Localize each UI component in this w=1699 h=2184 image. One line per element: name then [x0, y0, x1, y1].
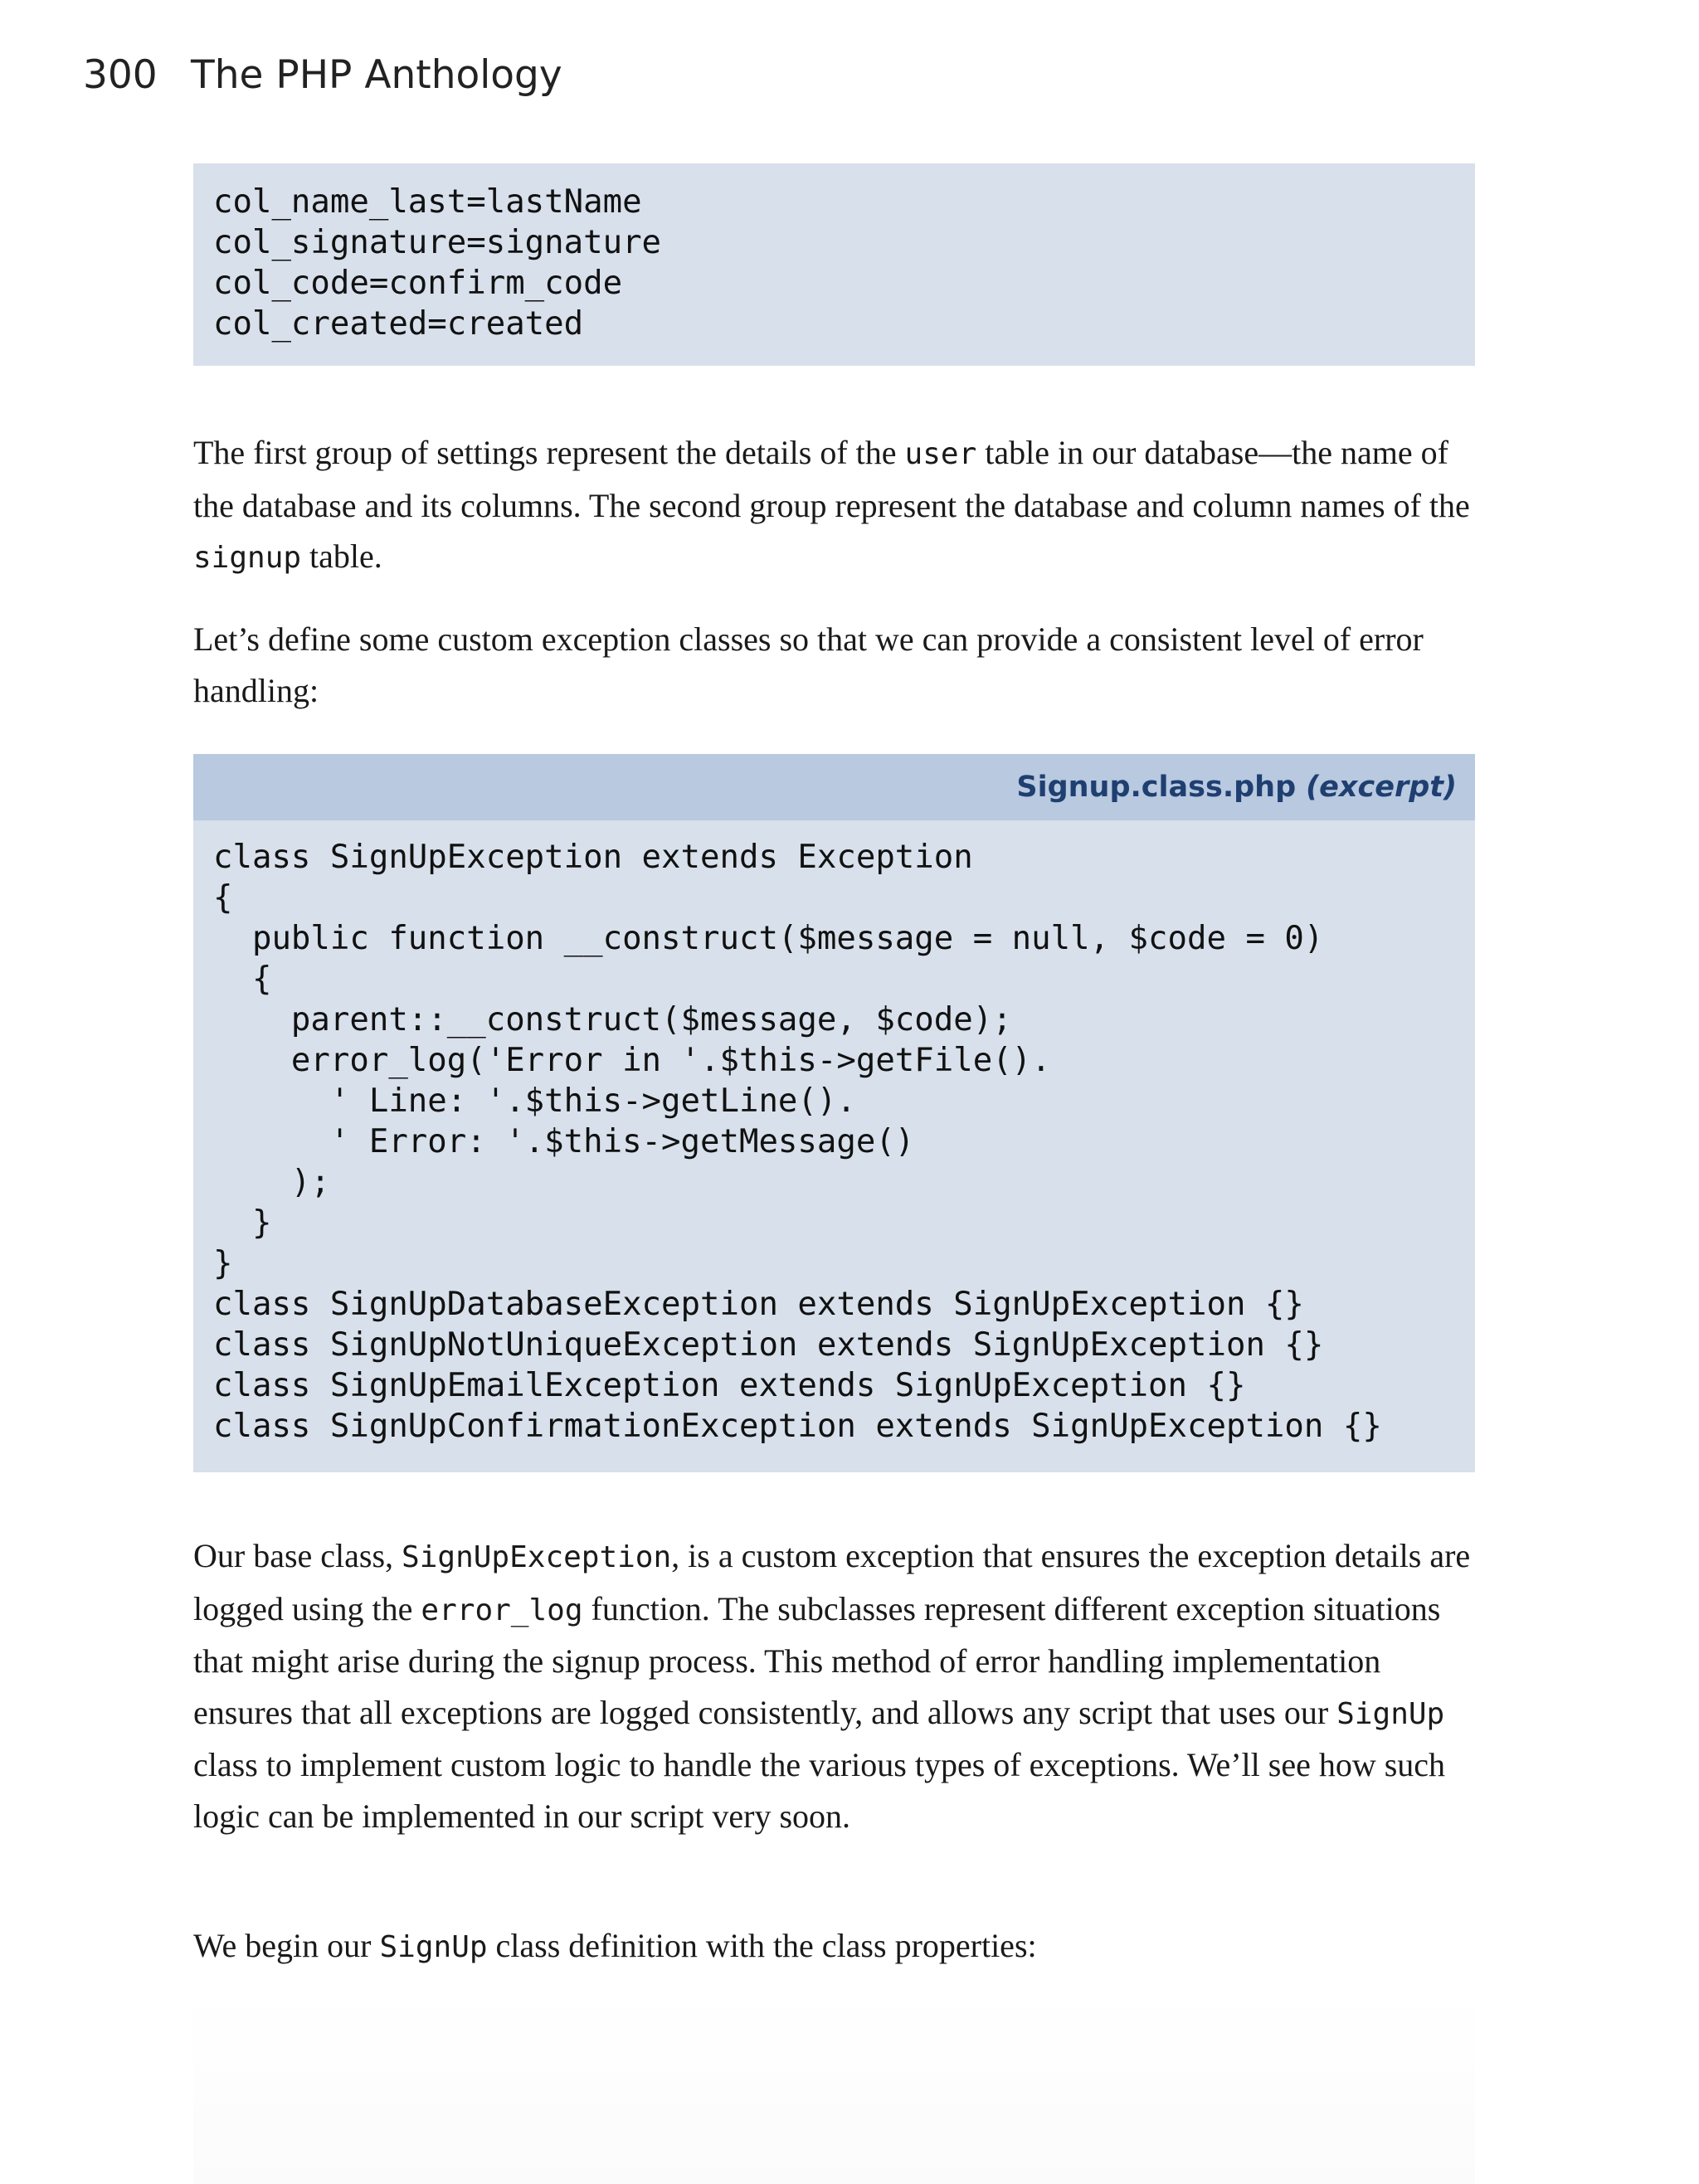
paragraph-class-properties-intro — [193, 1920, 1475, 1973]
text-run: function. The subclasses represent different exception situations that might arise during the signup process. This method of error handling implementation ensures that all exceptions are logged consistently, and allows any script that uses our — [193, 1589, 1441, 1731]
inline-code-signupexception: SignUpException — [402, 1540, 672, 1574]
text-run: class to implement custom logic to handle the various types of exceptions. We’ll see how such logic can be implemented in our script very soon. — [193, 1746, 1446, 1835]
inline-code-signup: signup — [193, 541, 302, 575]
text-run: class definition with the class properties: — [487, 1927, 1037, 1964]
code-filename: Signup.class.php — [1016, 771, 1297, 804]
page-bottom-area — [193, 1991, 1475, 2184]
code-caption — [193, 754, 1475, 820]
inline-code-signup: SignUp — [379, 1930, 488, 1964]
paragraph-base-class-description — [193, 1530, 1475, 1841]
book-title: The PHP Anthology — [191, 51, 562, 98]
page-header — [83, 50, 562, 100]
code-block-exceptions — [193, 754, 1475, 1472]
text-run: Our base class, — [193, 1537, 402, 1574]
code-block-config — [193, 163, 1475, 366]
paragraph-settings-description — [193, 427, 1475, 584]
text-run: table. — [301, 537, 382, 575]
code-listing-exceptions: class SignUpException extends Exception { public function __construct($message = null, $code = 0) { parent::__construct($message, $code); error_log('Error in '.$this->getFile(). ' Line: '.$this->getLine(). ' Error: '.$this->getMessage() ); } } class SignUpDatabaseException extends SignUpException {} class SignUpNotUniqueException extends SignUpException {} class SignUpEmailException extends SignUpException {} class SignUpConfirmationException extends SignUpException {} — [213, 839, 1382, 1445]
text-run: We begin our — [193, 1927, 380, 1964]
code-listing-config: col_name_last=lastName col_signature=signature col_code=confirm_code col_created=created — [213, 183, 662, 343]
inline-code-signup-class: SignUp — [1336, 1696, 1445, 1731]
code-excerpt-note: (excerpt) — [1306, 771, 1457, 804]
inline-code-error-log: error_log — [421, 1593, 583, 1627]
text-run: table in our database—the name of the database and its columns. The second group represent the database and column names of the — [193, 434, 1470, 524]
paragraph-exception-intro: Let’s define some custom exception classes so that we can provide a consistent level of error handling: — [193, 620, 1424, 709]
inline-code-user: user — [904, 437, 977, 471]
text-run: , is a custom exception that ensures the exception details are logged using the — [193, 1537, 1471, 1627]
page-number: 300 — [83, 51, 158, 98]
text-run: The first group of settings represent the details of the — [193, 434, 905, 471]
